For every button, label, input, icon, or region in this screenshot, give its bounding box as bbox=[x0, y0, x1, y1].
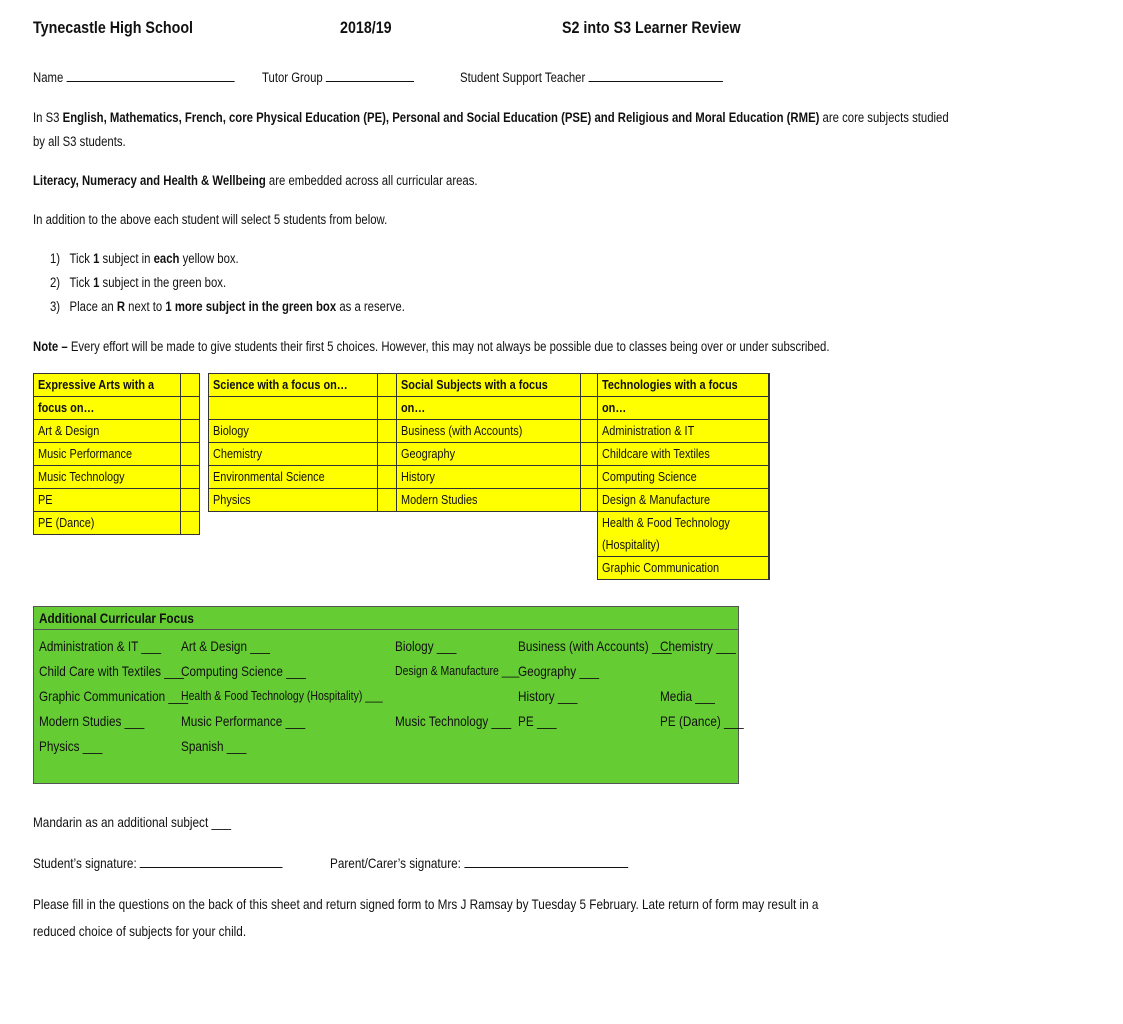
green-option[interactable]: PE ___ bbox=[518, 713, 557, 729]
checkbox[interactable] bbox=[378, 397, 397, 420]
checkbox[interactable] bbox=[580, 443, 597, 466]
list-item: Chemistry bbox=[209, 443, 397, 466]
intro-paragraph-1: In S3 English, Mathematics, French, core Physical Education (PE), Personal and Social Education (PSE) and Religious and Moral Education (RME) are core subjects studied bbox=[33, 110, 949, 125]
checkbox[interactable] bbox=[580, 374, 597, 397]
student-signature-line[interactable] bbox=[140, 857, 283, 868]
box-title: Science with a focus on… bbox=[213, 377, 348, 392]
parent-signature-line[interactable] bbox=[464, 857, 628, 868]
yellow-box-technologies bbox=[597, 373, 770, 580]
green-option[interactable]: Spanish ___ bbox=[181, 738, 247, 754]
checkbox[interactable] bbox=[580, 489, 597, 512]
list-item: Administration & IT bbox=[598, 420, 770, 443]
green-option[interactable]: Music Technology ___ bbox=[395, 713, 512, 729]
green-box-header bbox=[34, 607, 738, 630]
list-item: Geography bbox=[397, 443, 598, 466]
support-line[interactable] bbox=[588, 71, 722, 82]
checkbox[interactable] bbox=[580, 466, 597, 489]
green-option[interactable]: PE (Dance) ___ bbox=[660, 713, 744, 729]
checkbox[interactable] bbox=[181, 489, 200, 512]
yellow-box-expressive-arts bbox=[33, 373, 200, 535]
checkbox[interactable] bbox=[768, 397, 769, 420]
parent-signature-label: Parent/Carer’s signature: bbox=[330, 855, 461, 871]
instruction-2: 2) Tick 1 subject in the green box. bbox=[50, 275, 227, 290]
yellow-box-social-subjects bbox=[396, 373, 598, 512]
mandarin-option[interactable]: Mandarin as an additional subject ___ bbox=[33, 814, 232, 830]
student-signature-label: Student’s signature: bbox=[33, 855, 137, 871]
green-option[interactable]: Health & Food Technology (Hospitality) ___ bbox=[181, 689, 383, 703]
form-title: S2 into S3 Learner Review bbox=[562, 18, 741, 37]
box-title: Expressive Arts with a bbox=[38, 377, 155, 392]
green-option[interactable]: Administration & IT ___ bbox=[39, 638, 162, 654]
list-item: Health & Food Technology bbox=[598, 512, 770, 535]
checkbox[interactable] bbox=[768, 466, 769, 489]
checkbox[interactable] bbox=[181, 443, 200, 466]
green-option[interactable]: Graphic Communication ___ bbox=[39, 688, 189, 704]
green-option[interactable]: Modern Studies ___ bbox=[39, 713, 145, 729]
intro-paragraph-1-line2: by all S3 students. bbox=[33, 134, 126, 149]
green-option[interactable]: Physics ___ bbox=[39, 738, 103, 754]
green-option[interactable]: History ___ bbox=[518, 688, 578, 704]
instruction-3: 3) Place an R next to 1 more subject in the green box as a reserve. bbox=[50, 299, 405, 314]
checkbox[interactable] bbox=[378, 466, 397, 489]
checkbox[interactable] bbox=[378, 374, 397, 397]
list-item: PE bbox=[34, 489, 200, 512]
list-item: Childcare with Textiles bbox=[598, 443, 770, 466]
list-item: Music Technology bbox=[34, 466, 200, 489]
name-label: Name bbox=[33, 70, 64, 85]
parent-signature-field bbox=[330, 855, 685, 871]
list-item: Design & Manufacture bbox=[598, 489, 770, 512]
list-item: Art & Design bbox=[34, 420, 200, 443]
checkbox[interactable] bbox=[181, 420, 200, 443]
checkbox[interactable] bbox=[378, 443, 397, 466]
list-item: Computing Science bbox=[598, 466, 770, 489]
box-title: Technologies with a focus bbox=[602, 377, 738, 392]
tutor-label: Tutor Group bbox=[262, 70, 323, 85]
list-item: (Hospitality) bbox=[598, 534, 770, 557]
checkbox[interactable] bbox=[181, 397, 200, 420]
green-option[interactable]: Child Care with Textiles ___ bbox=[39, 663, 184, 679]
green-box-title: Additional Curricular Focus bbox=[39, 610, 194, 626]
box-title: Social Subjects with a focus bbox=[401, 377, 548, 392]
checkbox[interactable] bbox=[768, 489, 769, 512]
checkbox[interactable] bbox=[768, 557, 769, 580]
list-item: Physics bbox=[209, 489, 397, 512]
instruction-1: 1) Tick 1 subject in each yellow box. bbox=[50, 251, 239, 266]
list-item: Modern Studies bbox=[397, 489, 598, 512]
tutor-field bbox=[262, 70, 443, 85]
return-instructions-line2: reduced choice of subjects for your child. bbox=[33, 923, 247, 939]
green-option[interactable]: Geography ___ bbox=[518, 663, 600, 679]
box-title: focus on… bbox=[38, 400, 95, 415]
checkbox[interactable] bbox=[580, 397, 597, 420]
green-option[interactable]: Music Performance ___ bbox=[181, 713, 306, 729]
school-name: Tynecastle High School bbox=[33, 18, 194, 37]
checkbox[interactable] bbox=[768, 420, 769, 443]
green-option[interactable]: Biology ___ bbox=[395, 638, 457, 654]
list-item: Graphic Communication bbox=[598, 557, 770, 580]
support-label: Student Support Teacher bbox=[460, 70, 586, 85]
green-option[interactable]: Design & Manufacture ___ bbox=[395, 664, 520, 678]
green-option[interactable]: Chemistry ___ bbox=[660, 638, 736, 654]
box-title: on… bbox=[602, 400, 627, 415]
name-field bbox=[33, 70, 273, 85]
intro-paragraph-2: Literacy, Numeracy and Health & Wellbeing are embedded across all curricular areas. bbox=[33, 173, 478, 188]
green-option[interactable]: Media ___ bbox=[660, 688, 715, 704]
list-item: Business (with Accounts) bbox=[397, 420, 598, 443]
green-option[interactable]: Computing Science ___ bbox=[181, 663, 306, 679]
checkbox[interactable] bbox=[768, 443, 769, 466]
list-item: History bbox=[397, 466, 598, 489]
support-teacher-field bbox=[460, 70, 773, 85]
tutor-line[interactable] bbox=[326, 71, 414, 82]
checkbox[interactable] bbox=[378, 420, 397, 443]
green-option[interactable]: Art & Design ___ bbox=[181, 638, 270, 654]
checkbox[interactable] bbox=[378, 489, 397, 512]
checkbox[interactable] bbox=[580, 420, 597, 443]
name-line[interactable] bbox=[66, 71, 234, 82]
list-item: PE (Dance) bbox=[34, 512, 200, 535]
list-item: Environmental Science bbox=[209, 466, 397, 489]
checkbox[interactable] bbox=[768, 512, 769, 557]
checkbox[interactable] bbox=[768, 374, 769, 397]
green-option[interactable]: Business (with Accounts) ___ bbox=[518, 638, 672, 654]
return-instructions: Please fill in the questions on the back of this sheet and return signed form to Mrs J Ramsay by Tuesday 5 February. Late return of form may result in a bbox=[33, 896, 819, 912]
checkbox[interactable] bbox=[181, 512, 200, 535]
note: Note – Every effort will be made to give students their first 5 choices. However, this may not always be possible due to classes being over or under subscribed. bbox=[33, 339, 830, 354]
school-year: 2018/19 bbox=[340, 18, 392, 37]
list-item: Biology bbox=[209, 420, 397, 443]
box-title: on… bbox=[401, 400, 426, 415]
list-item: Music Performance bbox=[34, 443, 200, 466]
checkbox[interactable] bbox=[181, 374, 200, 397]
checkbox[interactable] bbox=[181, 466, 200, 489]
student-signature-field bbox=[33, 855, 330, 871]
green-box-additional-curricular-focus bbox=[33, 606, 744, 784]
intro-paragraph-3: In addition to the above each student will select 5 students from below. bbox=[33, 212, 388, 227]
yellow-box-science bbox=[208, 373, 397, 512]
